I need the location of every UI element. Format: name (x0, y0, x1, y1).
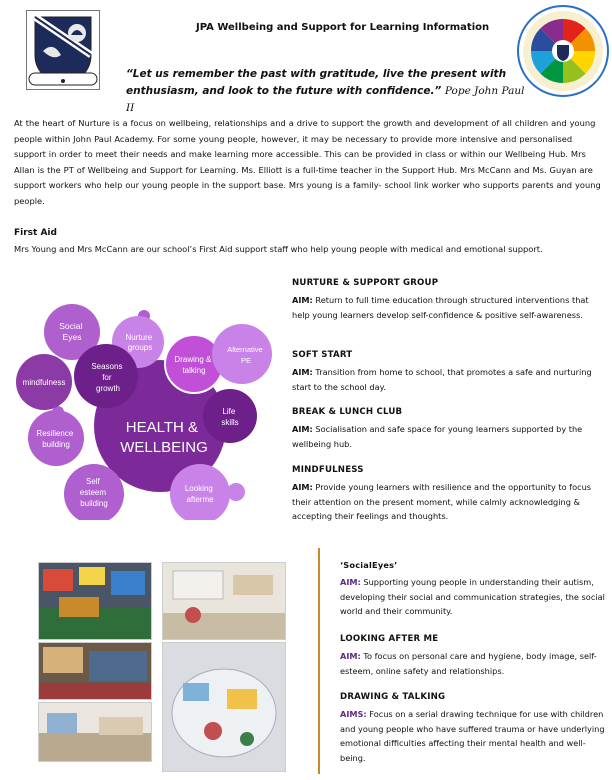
aim-label: AIM: (292, 295, 313, 306)
first-aid-text: Mrs Young and Mrs McCann are our school’s First Aid support staff who help young people with medical and emotional support. (14, 244, 543, 254)
section-soft-start (292, 348, 604, 394)
label-self-esteem: Self esteem building (79, 477, 108, 508)
section-mindfulness (292, 463, 604, 524)
aim-text: To focus on personal care and hygiene, body image, self-esteem, online safety and relationships. (340, 651, 597, 676)
aim-text: Transition from home to school, that promotes a safe and nurturing start to the school day. (292, 367, 592, 392)
label-seasons: Seasons for growth (91, 362, 123, 393)
aim-text: Return to full time education through structured interventions that help young learners develop self-confidence & positive self-awareness. (292, 295, 589, 320)
section-looking-after-me (340, 632, 606, 678)
section-heading: SOFT START (292, 350, 353, 360)
aim-text: Focus on a serial drawing technique for use with children and young people who have suffered trauma or have underlying emotional difficulties affecting their mental health and well-being. (340, 709, 605, 763)
bubble-life-skills (203, 389, 257, 443)
aim-label: AIM: (292, 482, 313, 493)
label-nurture: Nurture groups (125, 333, 153, 352)
section-body (340, 649, 606, 678)
label-mindfulness: mindfulness (22, 378, 66, 387)
bubble-alt-pe (212, 324, 272, 384)
school-crest-logo (26, 10, 100, 90)
label-drawing: Drawing & talking (174, 355, 212, 375)
section-body (292, 293, 604, 322)
wellbeing-wheel-logo (516, 4, 610, 98)
label-social-eyes: Social Eyes (59, 321, 83, 342)
aim-label: AIM: (292, 367, 313, 378)
hub-photo-3 (38, 642, 152, 700)
quote-text: “Let us remember the past with gratitude, live the present with enthusiasm, and look to the future with confidence.” (126, 68, 507, 97)
section-heading: NURTURE & SUPPORT GROUP (292, 278, 439, 288)
section-heading: BREAK & LUNCH CLUB (292, 407, 403, 417)
aim-label: AIM: (340, 577, 361, 588)
hub-photo-2 (162, 562, 286, 640)
center-label: HEALTH & WELLBEING (120, 419, 208, 456)
label-alt-pe: Alternative PE (227, 345, 263, 365)
section-heading: ‘SocialEyes’ (340, 560, 398, 570)
section-drawing-talking (340, 690, 606, 765)
section-nurture (292, 276, 604, 322)
aim-text: Supporting young people in understanding their autism, developing their social and communication strategies, the social world and their community. (340, 577, 605, 617)
label-resilience: Resilience building (36, 429, 74, 449)
hub-photo-1 (38, 562, 152, 640)
section-body (292, 480, 604, 523)
quote (126, 66, 526, 117)
intro-paragraph: At the heart of Nurture is a focus on wellbeing, relationships and a drive to support the growth and development of all children and young people within John Paul Academy. For some young people, however, it may be necessary to provide more intensive and personalised support in order to meet their needs and make learning more accessible. This can be provided in class or within our Wellbeing Hub. Mrs Allan is the PT of Wellbeing and Support for Learning. Ms. Elliott is a full-time teacher in the Support Hub. Mrs McCann and Ms. Guyan are support workers who help our young people in the support base. Mrs young is a family- school link worker who supports parents and young people. (14, 118, 601, 206)
aim-label: AIM: (292, 424, 313, 435)
first-aid-heading: First Aid (14, 228, 57, 238)
section-heading: LOOKING AFTER ME (340, 634, 439, 644)
aim-text: Socialisation and safe space for young learners supported by the wellbeing hub. (292, 424, 583, 449)
health-wellbeing-diagram (14, 272, 276, 520)
column-divider (318, 548, 320, 774)
label-looking-after-me: Looking afterme (184, 484, 214, 504)
aim-text: Provide young learners with resilience and the opportunity to focus their attention on the present moment, while calmly acknowledging & accepting their feelings and thoughts. (292, 482, 592, 522)
aim-label: AIM: (340, 651, 361, 662)
bubble-resilience (28, 410, 84, 466)
section-heading: DRAWING & TALKING (340, 692, 446, 702)
aim-label: AIMS: (340, 709, 367, 720)
hub-photo-5 (38, 702, 152, 762)
section-body (292, 422, 604, 451)
label-life-skills: Life skills (221, 407, 239, 427)
section-heading: MINDFULNESS (292, 465, 364, 475)
section-body (340, 575, 606, 618)
hub-photo-4 (162, 642, 286, 772)
section-socialeyes (340, 558, 606, 619)
section-body (340, 707, 606, 765)
section-break-lunch (292, 405, 604, 451)
page-title: JPA Wellbeing and Support for Learning Information (196, 22, 490, 33)
quote-author: Pope John Paul II (126, 85, 525, 114)
section-body (292, 365, 604, 394)
